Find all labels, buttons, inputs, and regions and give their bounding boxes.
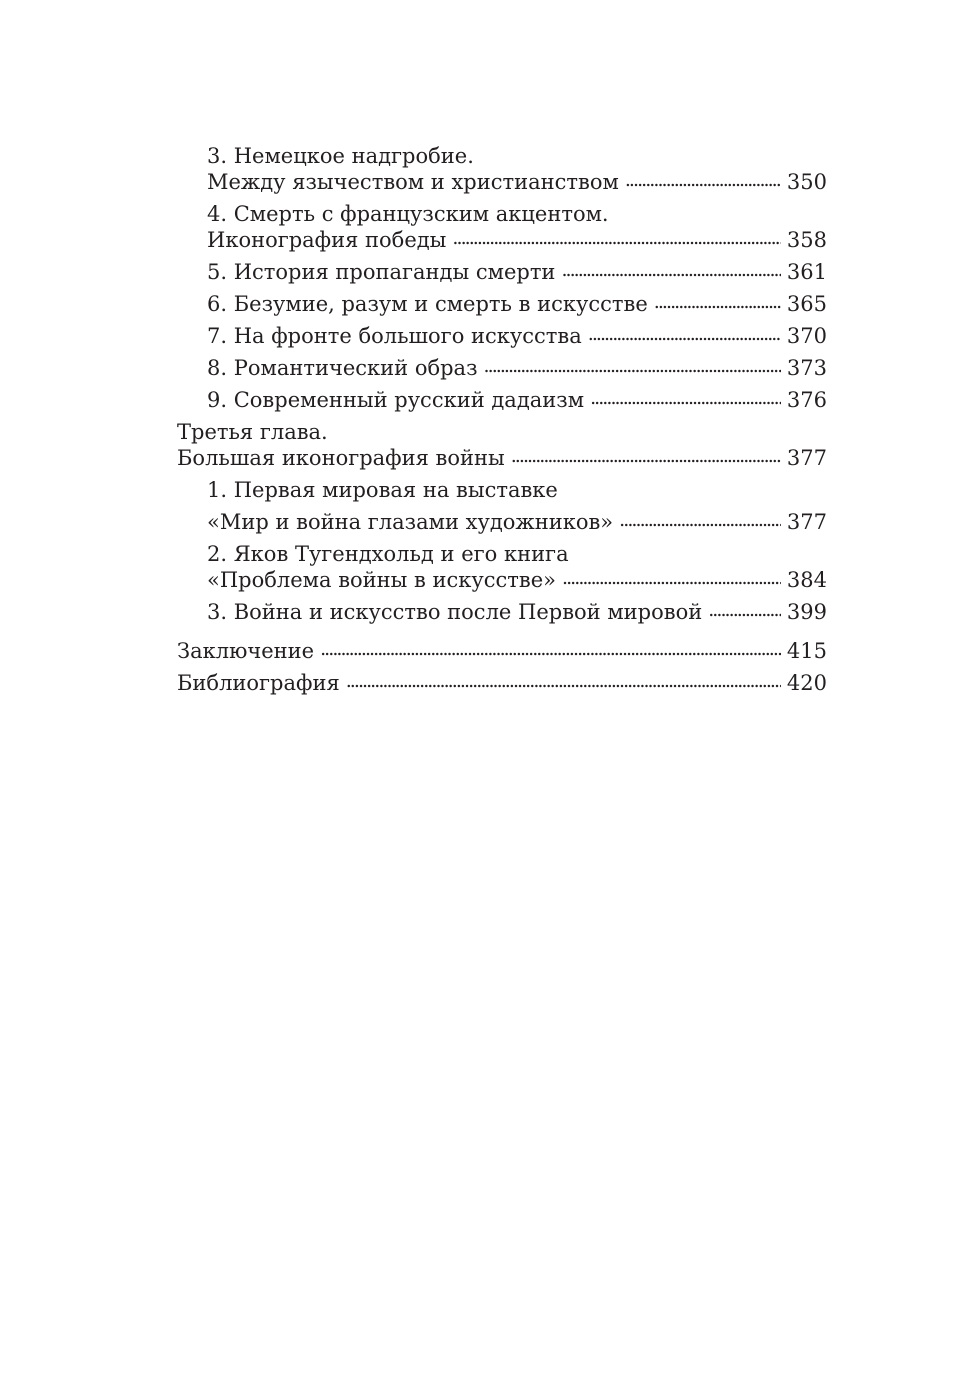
toc-entry-war-and-art-after[interactable]	[177, 599, 827, 626]
toc-entry-page: 415	[786, 639, 827, 663]
toc-entry-lead: Третья глава.	[177, 420, 328, 444]
dot-leader	[452, 224, 781, 251]
toc-entry-title: 9. Современный русский дадаизм	[207, 388, 585, 412]
toc-entry-lead: 4. Смерть с французским акцентом.	[207, 202, 609, 226]
toc-entry-page: 399	[786, 600, 827, 624]
toc-entry-page: 370	[786, 324, 827, 348]
dot-leader	[320, 635, 781, 662]
dot-leader	[561, 256, 780, 283]
toc-entry-page: 365	[786, 292, 827, 316]
dot-leader	[511, 442, 781, 469]
toc-entry-title: «Проблема войны в искусстве»	[207, 568, 557, 592]
toc-entry-tugendhold-book[interactable]	[177, 541, 827, 594]
toc-entry-page: 420	[786, 671, 827, 695]
toc-entry-page: 373	[786, 356, 827, 380]
toc-entry-title: Между язычеством и христианством	[207, 170, 619, 194]
toc-entry-russian-dadaism[interactable]	[177, 387, 827, 414]
toc-entry-title: Иконография победы	[207, 228, 447, 252]
toc-entry-title: 6. Безумие, разум и смерть в искусстве	[207, 292, 648, 316]
dot-leader	[588, 320, 781, 347]
toc-entry-lead: 2. Яков Тугендхольд и его книга	[207, 542, 569, 566]
toc-entry-title: 8. Романтический образ	[207, 356, 478, 380]
dot-leader	[562, 564, 781, 591]
dot-leader	[708, 596, 781, 623]
toc-entry-madness-reason[interactable]	[177, 291, 827, 318]
toc-entry-title: «Мир и война глазами художников»	[207, 510, 614, 534]
toc-entry-title: 3. Война и искусство после Первой мировой	[207, 600, 703, 624]
toc-entry-title: Библиография	[177, 671, 340, 695]
toc-entry-chapter-three[interactable]	[177, 419, 827, 472]
toc-entry-romantic-image[interactable]	[177, 355, 827, 382]
toc-entry-world-war-exhibition[interactable]	[177, 477, 827, 536]
toc-entry-page: 350	[786, 170, 827, 194]
toc-entry-propaganda-history[interactable]	[177, 259, 827, 286]
toc-entry-bibliography[interactable]	[177, 670, 827, 697]
table-of-contents	[177, 143, 827, 702]
toc-entry-french-accent[interactable]	[177, 201, 827, 254]
toc-entry-page: 376	[786, 388, 827, 412]
toc-entry-title: 5. История пропаганды смерти	[207, 260, 556, 284]
toc-entry-title: Заключение	[177, 639, 315, 663]
toc-entry-lead: 3. Немецкое надгробие.	[207, 144, 474, 168]
dot-leader	[619, 506, 781, 533]
toc-entry-title: 7. На фронте большого искусства	[207, 324, 582, 348]
dot-leader	[590, 384, 781, 411]
toc-entry-page: 358	[786, 228, 827, 252]
toc-entry-title: Большая иконография войны	[177, 446, 505, 470]
dot-leader	[654, 288, 781, 315]
toc-entry-page: 384	[786, 568, 827, 592]
toc-entry-page: 361	[786, 260, 827, 284]
toc-entry-conclusion[interactable]	[177, 638, 827, 665]
dot-leader	[346, 667, 781, 694]
dot-leader	[625, 166, 781, 193]
toc-entry-page: 377	[786, 510, 827, 534]
toc-entry-german-tombstone[interactable]	[177, 143, 827, 196]
dot-leader	[484, 352, 781, 379]
toc-entry-page: 377	[786, 446, 827, 470]
toc-entry-front-of-art[interactable]	[177, 323, 827, 350]
toc-entry-lead: 1. Первая мировая на выставке	[207, 478, 558, 502]
